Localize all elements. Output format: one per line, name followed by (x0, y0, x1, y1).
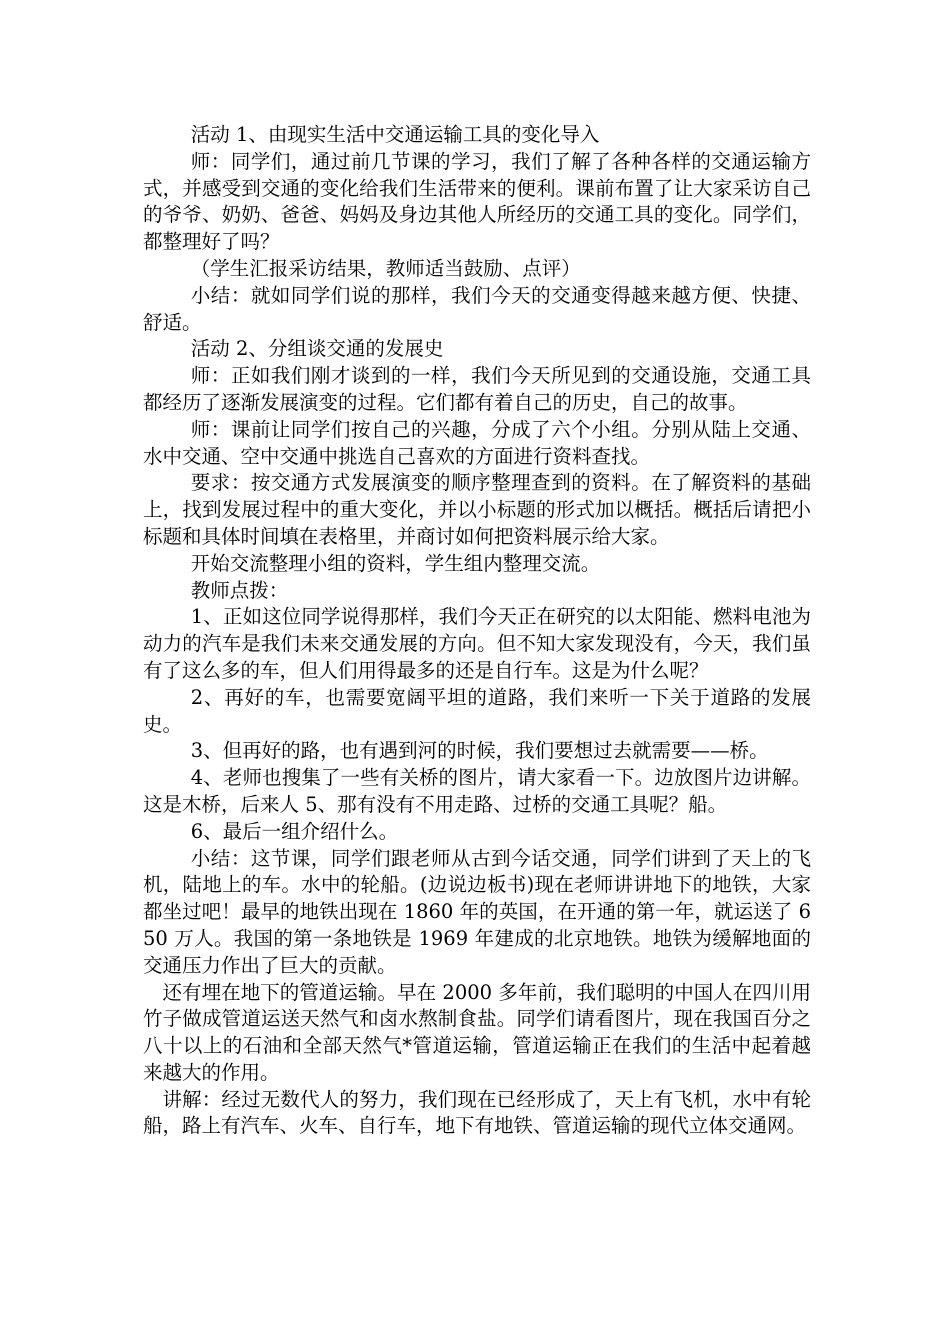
paragraph-11: 1、正如这位同学说得那样，我们今天正在研究的以太阳能、燃料电池为动力的汽车是我们未来交通发展的方向。但不知大家发现没有，今天，我们虽有了这么多的车，但人们用得最多的还是自行车。这是为什么呢？ (143, 605, 811, 682)
paragraph-17: 还有埋在地下的管道运输。早在 2000 多年前，我们聪明的中国人在四川用竹子做成管道运送天然气和卤水熬制食盐。同学们请看图片，现在我国百分之八十以上的石油和全部天然气*管道运输，管道运输正在我们的生活中起着越来越大的作用。 (143, 980, 811, 1084)
paragraph-3: （学生汇报采访结果，教师适当鼓励、点评） (190, 256, 581, 280)
paragraph-5: 活动 2、分组谈交通的发展史 (190, 337, 444, 361)
paragraph-1: 活动 1、由现实生活中交通运输工具的变化导入 (190, 123, 600, 146)
paragraph-6: 师：正如我们刚才谈到的一样，我们今天所见到的交通设施，交通工具都经历了逐渐发展演变的过程。它们都有着自己的历史，自己的故事。 (143, 364, 811, 414)
paragraph-7: 师：课前让同学们按自己的兴趣，分成了六个小组。分别从陆上交通、水中交通、空中交通中挑选自己喜欢的方面进行资料查找。 (143, 417, 811, 468)
paragraph-13: 3、但再好的路，也有遇到河的时候，我们要想过去就需要——桥。 (190, 739, 769, 763)
paragraph-10: 教师点拨： (190, 578, 289, 602)
paragraph-8: 要求：按交通方式发展演变的顺序整理查到的资料。在了解资料的基础上，找到发展过程中的重大变化，并以小标题的形式加以概括。概括后请把小标题和具体时间填在表格里，并商讨如何把资料展示给大家。 (143, 471, 811, 548)
paragraph-15: 6、最后一组介绍什么。 (190, 819, 399, 843)
document-body (143, 122, 811, 1140)
paragraph-2: 师：同学们，通过前几节课的学习，我们了解了各种各样的交通运输方式，并感受到交通的变化给我们生活带来的便利。课前布置了让大家采访自己的爷爷、奶奶、爸爸、妈妈及身边其他人所经历的交通工具的变化。同学们，都整理好了吗？ (143, 149, 811, 254)
paragraph-18: 讲解：经过无数代人的努力，我们现在已经形成了，天上有飞机，水中有轮船，路上有汽车、火车、自行车，地下有地铁、管道运输的现代立体交通网。 (143, 1087, 811, 1138)
paragraph-4: 小结：就如同学们说的那样，我们今天的交通变得越来越方便、快捷、舒适。 (143, 283, 811, 334)
paragraph-9: 开始交流整理小组的资料，学生组内整理交流。 (190, 551, 601, 575)
paragraph-14: 4、老师也搜集了一些有关桥的图片，请大家看一下。边放图片边讲解。这是木桥，后来人 5、那有没有不用走路、过桥的交通工具呢？船。 (143, 766, 811, 816)
paragraph-16: 小结：这节课，同学们跟老师从古到今话交通，同学们讲到了天上的飞机，陆地上的车。水中的轮船。(边说边板书)现在老师讲讲地下的地铁，大家都坐过吧！最早的地铁出现在 1860 年的英国，在开通的第一年，就运送了 650 万人。我国的第一条地铁是 1969 年建成的北京地铁。地铁为缓解地面的交通压力作出了巨大的贡献。 (143, 846, 811, 977)
paragraph-12: 2、再好的车，也需要宽阔平坦的道路，我们来听一下关于道路的发展史。 (143, 685, 811, 736)
